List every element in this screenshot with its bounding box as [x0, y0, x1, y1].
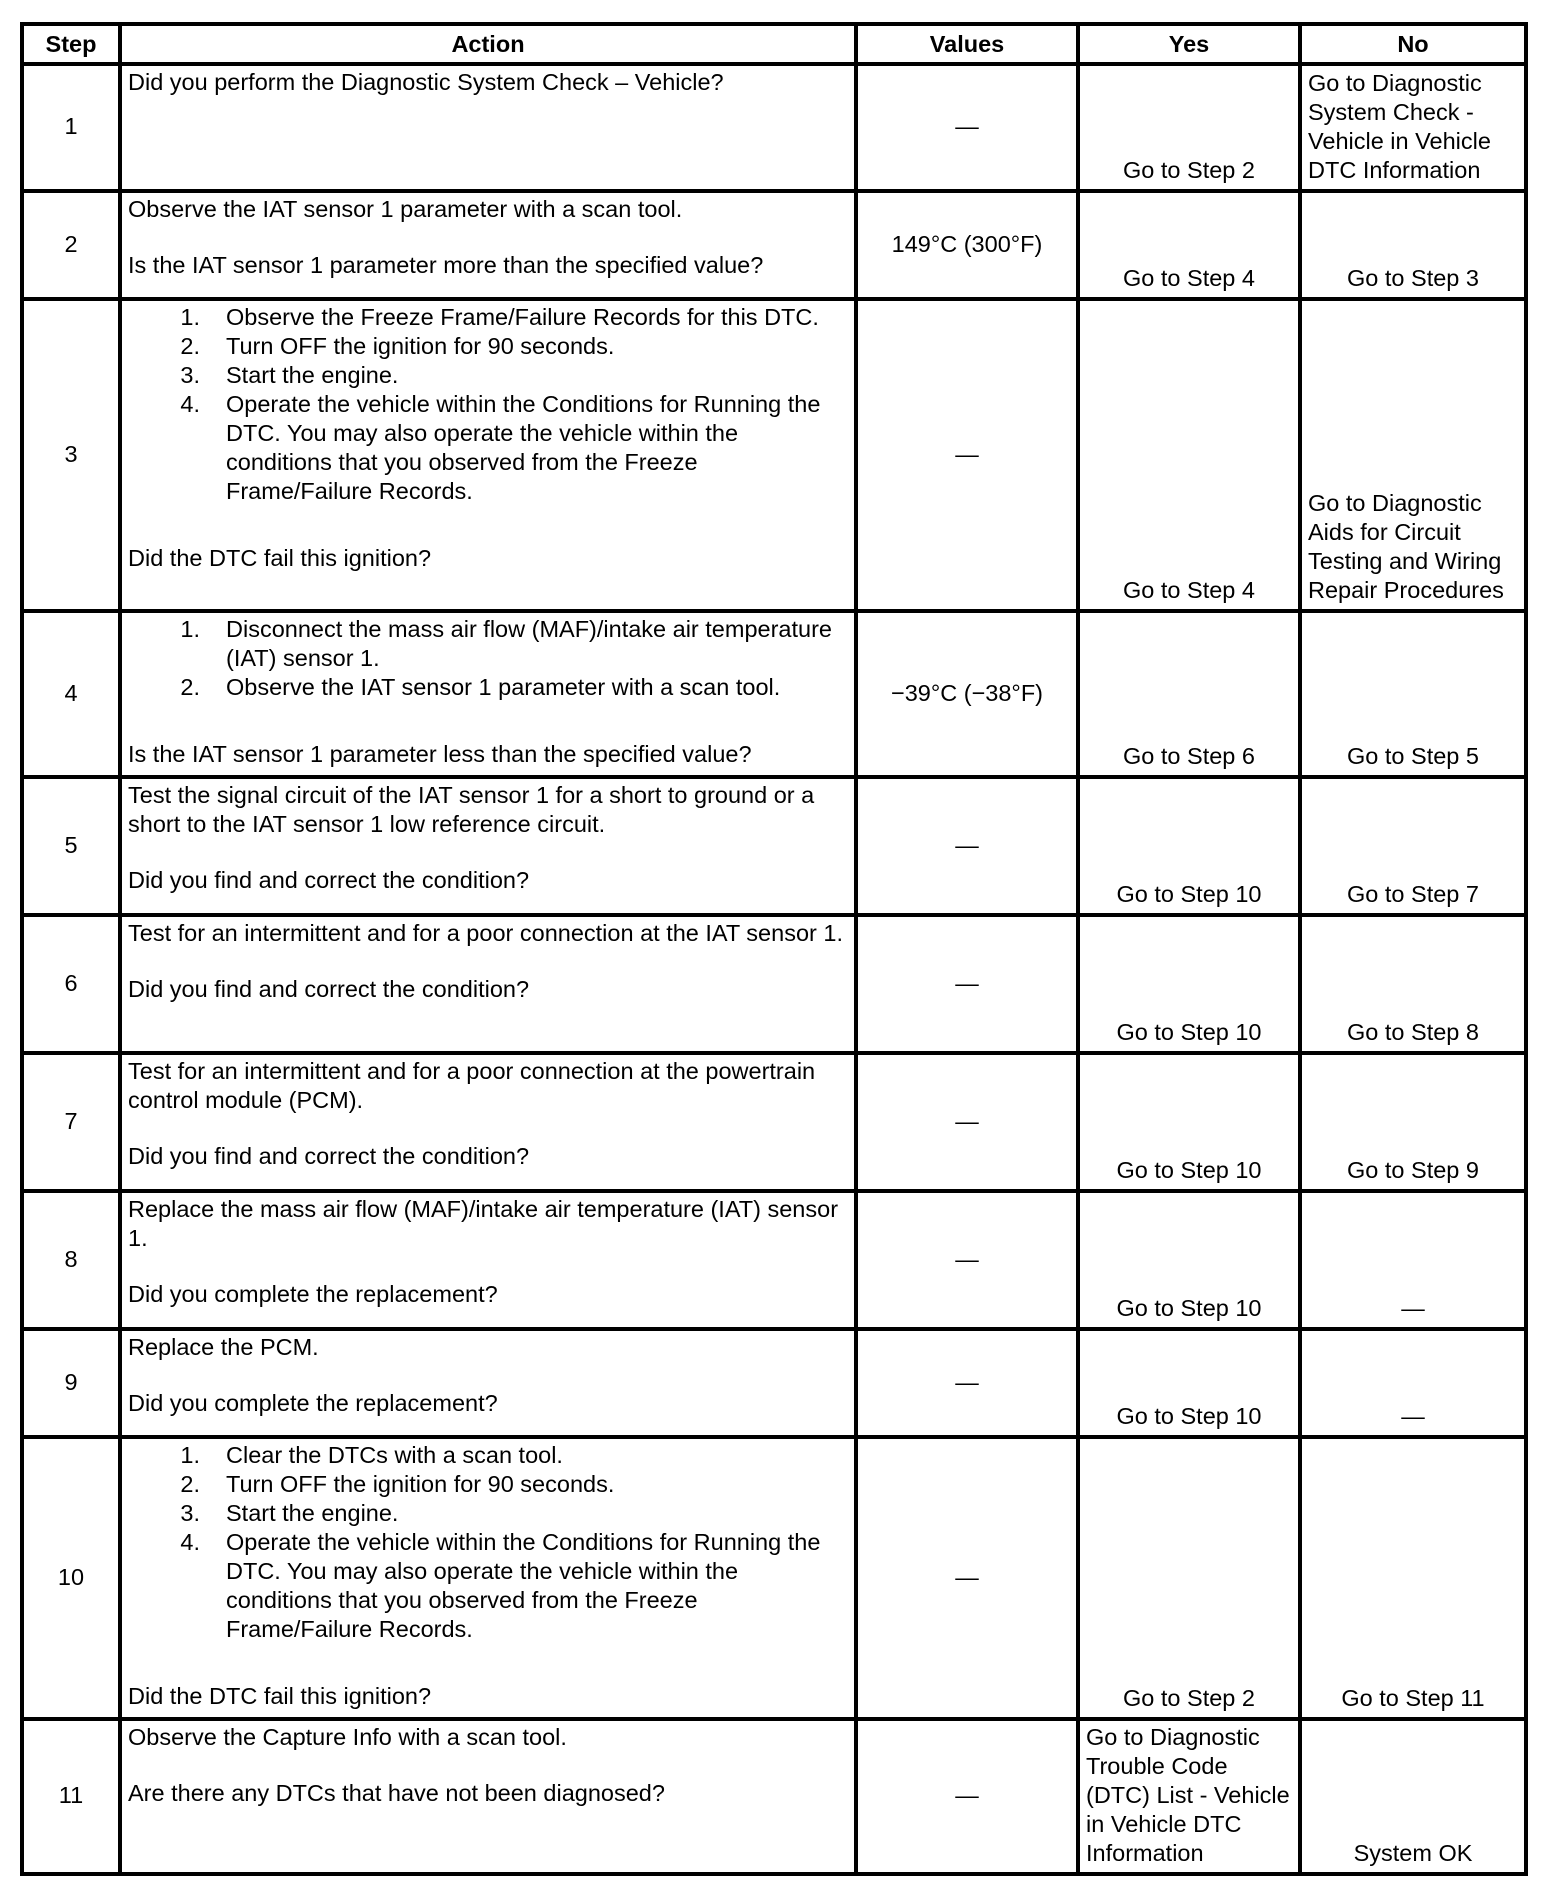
step-number: 10: [22, 1437, 120, 1719]
action-question: Did you find and correct the condition?: [128, 867, 530, 893]
list-item: 1. Disconnect the mass air flow (MAF)/intake air temperature (IAT) sensor 1.: [180, 616, 832, 671]
action-cell: [120, 1719, 856, 1874]
list-item: 1. Clear the DTCs with a scan tool.: [180, 1442, 563, 1468]
step-number: 6: [22, 915, 120, 1053]
column-header-step: Step: [22, 24, 120, 64]
action-cell: [120, 1191, 856, 1329]
table-row: [22, 299, 1526, 611]
table-row: [22, 915, 1526, 1053]
action-cell: [120, 64, 856, 191]
yes-cell: Go to Step 2: [1078, 64, 1300, 191]
value-cell: —: [856, 64, 1078, 191]
action-intro: Test for an intermittent and for a poor connection at the powertrain control module (PCM).: [128, 1058, 816, 1113]
action-cell: [120, 915, 856, 1053]
action-intro: Test for an intermittent and for a poor connection at the IAT sensor 1.: [128, 920, 843, 946]
yes-cell: Go to Step 10: [1078, 777, 1300, 915]
action-intro: Replace the PCM.: [128, 1334, 319, 1360]
yes-cell: Go to Step 10: [1078, 1053, 1300, 1191]
action-intro: Replace the mass air flow (MAF)/intake air temperature (IAT) sensor 1.: [128, 1196, 839, 1251]
action-question: Is the IAT sensor 1 parameter more than the specified value?: [128, 252, 764, 278]
table-row: [22, 1329, 1526, 1437]
no-cell: Go to Step 11: [1300, 1437, 1526, 1719]
action-intro: Test the signal circuit of the IAT sensor 1 for a short to ground or a short to the IAT sensor 1 low reference circuit.: [128, 782, 815, 837]
action-question: Is the IAT sensor 1 parameter less than the specified value?: [128, 741, 752, 767]
step-number: 1: [22, 64, 120, 191]
value-cell: —: [856, 915, 1078, 1053]
action-cell: [120, 1437, 856, 1719]
value-cell: —: [856, 1053, 1078, 1191]
yes-cell: Go to Step 4: [1078, 299, 1300, 611]
no-cell: —: [1300, 1191, 1526, 1329]
table-row: [22, 191, 1526, 299]
table-header-row: [22, 24, 1526, 64]
table-row: [22, 611, 1526, 777]
yes-cell: Go to Diagnostic Trouble Code (DTC) List - Vehicle in Vehicle DTC Information: [1078, 1719, 1300, 1874]
value-cell: −39°C (−38°F): [856, 611, 1078, 777]
table-row: [22, 1053, 1526, 1191]
step-number: 5: [22, 777, 120, 915]
value-cell: —: [856, 777, 1078, 915]
step-number: 3: [22, 299, 120, 611]
value-cell: 149°C (300°F): [856, 191, 1078, 299]
list-item: 3. Start the engine.: [180, 362, 399, 388]
action-intro: Did you perform the Diagnostic System Check – Vehicle?: [128, 69, 724, 95]
list-item: 4. Operate the vehicle within the Conditions for Running the DTC. You may also operate the vehicle within the conditions that you observed from the Freeze Frame/Failure Records.: [180, 391, 821, 504]
action-cell: [120, 299, 856, 611]
no-cell: —: [1300, 1329, 1526, 1437]
table-row: [22, 64, 1526, 191]
value-cell: —: [856, 1437, 1078, 1719]
yes-cell: Go to Step 10: [1078, 1191, 1300, 1329]
column-header-yes: Yes: [1078, 24, 1300, 64]
action-intro: Observe the IAT sensor 1 parameter with a scan tool.: [128, 196, 683, 222]
list-item: 1. Observe the Freeze Frame/Failure Records for this DTC.: [180, 304, 819, 330]
table-row: [22, 1437, 1526, 1719]
action-question: Did you complete the replacement?: [128, 1390, 498, 1416]
action-question: Did you complete the replacement?: [128, 1281, 498, 1307]
value-cell: —: [856, 1191, 1078, 1329]
value-cell: —: [856, 1329, 1078, 1437]
no-cell: Go to Step 8: [1300, 915, 1526, 1053]
table-row: [22, 777, 1526, 915]
action-steps-list: [128, 303, 848, 506]
table-row: [22, 1719, 1526, 1874]
action-cell: [120, 1329, 856, 1437]
step-number: 8: [22, 1191, 120, 1329]
step-number: 11: [22, 1719, 120, 1874]
action-question: Are there any DTCs that have not been diagnosed?: [128, 1780, 665, 1806]
action-steps-list: [128, 1441, 848, 1644]
value-cell: —: [856, 1719, 1078, 1874]
no-cell: Go to Diagnostic System Check - Vehicle in Vehicle DTC Information: [1300, 64, 1526, 191]
diagnostic-table-page: [20, 22, 1528, 1876]
yes-cell: Go to Step 4: [1078, 191, 1300, 299]
step-number: 9: [22, 1329, 120, 1437]
action-cell: [120, 1053, 856, 1191]
yes-cell: Go to Step 10: [1078, 1329, 1300, 1437]
column-header-action: Action: [120, 24, 856, 64]
no-cell: System OK: [1300, 1719, 1526, 1874]
no-cell: Go to Step 3: [1300, 191, 1526, 299]
no-cell: Go to Step 5: [1300, 611, 1526, 777]
column-header-values: Values: [856, 24, 1078, 64]
list-item: 4. Operate the vehicle within the Conditions for Running the DTC. You may also operate the vehicle within the conditions that you observed from the Freeze Frame/Failure Records.: [180, 1529, 821, 1642]
no-cell: Go to Step 9: [1300, 1053, 1526, 1191]
diagnostic-table: [20, 22, 1528, 1876]
action-cell: [120, 777, 856, 915]
list-item: 2. Turn OFF the ignition for 90 seconds.: [180, 333, 615, 359]
list-item: 2. Observe the IAT sensor 1 parameter with a scan tool.: [180, 674, 781, 700]
step-number: 7: [22, 1053, 120, 1191]
action-cell: [120, 191, 856, 299]
no-cell: Go to Step 7: [1300, 777, 1526, 915]
step-number: 4: [22, 611, 120, 777]
yes-cell: Go to Step 6: [1078, 611, 1300, 777]
action-question: Did you find and correct the condition?: [128, 976, 530, 1002]
no-cell: Go to Diagnostic Aids for Circuit Testing and Wiring Repair Procedures: [1300, 299, 1526, 611]
column-header-no: No: [1300, 24, 1526, 64]
action-question: Did the DTC fail this ignition?: [128, 545, 432, 571]
action-steps-list: [128, 615, 848, 702]
step-number: 2: [22, 191, 120, 299]
action-question: Did the DTC fail this ignition?: [128, 1683, 432, 1709]
list-item: 3. Start the engine.: [180, 1500, 399, 1526]
action-intro: Observe the Capture Info with a scan tool.: [128, 1724, 567, 1750]
action-question: Did you find and correct the condition?: [128, 1143, 530, 1169]
yes-cell: Go to Step 2: [1078, 1437, 1300, 1719]
value-cell: —: [856, 299, 1078, 611]
action-cell: [120, 611, 856, 777]
yes-cell: Go to Step 10: [1078, 915, 1300, 1053]
table-row: [22, 1191, 1526, 1329]
list-item: 2. Turn OFF the ignition for 90 seconds.: [180, 1471, 615, 1497]
